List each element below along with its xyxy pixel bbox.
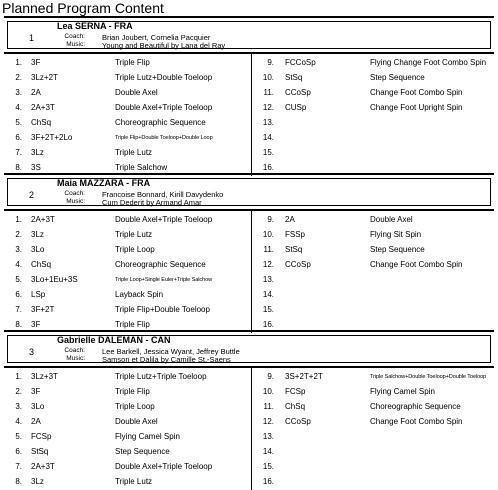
- element-row: [4, 460, 494, 474]
- elements-table: [4, 211, 494, 333]
- element-name: Change Foot Combo Spin: [370, 260, 463, 269]
- element-row: [4, 430, 494, 444]
- element-name: Change Foot Combo Spin: [370, 88, 463, 97]
- element-row: [4, 116, 494, 130]
- start-number: 1: [29, 33, 35, 43]
- element-code: StSq: [31, 447, 49, 456]
- element-name: Triple Flip: [115, 320, 150, 329]
- element-row: [4, 131, 494, 145]
- music-value: Young and Beautiful by Lana del Ray: [102, 41, 226, 50]
- element-number: 12.: [262, 417, 274, 426]
- element-number: 2.: [15, 73, 22, 82]
- element-row: [4, 445, 494, 459]
- coach-label: Coach:: [64, 347, 85, 354]
- element-number: 6.: [15, 447, 22, 456]
- element-name: Triple Flip: [115, 58, 150, 67]
- skater-block: [4, 16, 494, 176]
- element-name: Double Axel: [115, 417, 158, 426]
- element-code: 3F: [31, 320, 41, 329]
- element-number: 3.: [15, 245, 22, 254]
- element-name: Change Foot Upright Spin: [370, 103, 463, 112]
- element-number: 2.: [15, 387, 22, 396]
- element-code: ChSq: [31, 118, 52, 127]
- element-code: 2A+3T: [31, 462, 55, 471]
- element-row: [4, 228, 494, 242]
- element-name: Flying Camel Spin: [115, 432, 180, 441]
- element-row: [4, 258, 494, 272]
- coach-label: Coach:: [64, 33, 85, 40]
- element-name: Flying Sit Spin: [370, 230, 422, 239]
- skater-header: [4, 175, 494, 211]
- element-name: Triple Salchow: [115, 163, 168, 172]
- element-code: CCoSp: [285, 88, 311, 97]
- element-row: [4, 86, 494, 100]
- element-code: CCoSp: [285, 260, 311, 269]
- element-number: 4.: [15, 260, 22, 269]
- element-code: 3Lo+1Eu+3S: [31, 275, 78, 284]
- element-number: 11.: [263, 245, 274, 254]
- element-code: 2A+3T: [31, 215, 55, 224]
- element-name: Double Axel+Triple Toeloop: [115, 103, 213, 112]
- element-number: 10.: [262, 230, 274, 239]
- music-label: Music:: [66, 41, 85, 48]
- element-name: Flying Camel Spin: [370, 387, 435, 396]
- element-name: Triple Lutz: [115, 477, 153, 486]
- skater-header: [4, 18, 494, 54]
- element-code: 3Lz+3T: [31, 372, 58, 381]
- element-name: Change Foot Combo Spin: [370, 417, 463, 426]
- element-code: 3Lo: [31, 245, 45, 254]
- element-number: 5.: [15, 275, 22, 284]
- start-number: 3: [29, 347, 35, 357]
- skater-block: [4, 330, 494, 490]
- element-code: 3F: [31, 387, 41, 396]
- element-code: 3Lz: [31, 477, 44, 486]
- element-name: Triple Lutz: [115, 230, 153, 239]
- coach-value: Francoise Bonnard, Kirill Davydenko: [102, 190, 224, 199]
- element-code: ChSq: [285, 402, 306, 411]
- element-code: FCCoSp: [285, 58, 316, 67]
- element-name: Double Axel: [370, 215, 413, 224]
- skater-header: [4, 332, 494, 368]
- element-code: StSq: [285, 73, 303, 82]
- skater-name: Maia MAZZARA - FRA: [57, 178, 151, 188]
- element-code: 3F: [31, 58, 41, 67]
- element-name: Triple Loop: [115, 245, 155, 254]
- element-number: 14.: [262, 133, 274, 142]
- element-code: 3S+2T+2T: [285, 372, 323, 381]
- element-row: [4, 288, 494, 302]
- element-number: 7.: [15, 305, 22, 314]
- element-code: 2A+3T: [31, 103, 55, 112]
- element-number: 12.: [262, 260, 274, 269]
- element-code: ChSq: [31, 260, 52, 269]
- element-number: 11.: [263, 88, 274, 97]
- element-number: 7.: [15, 148, 22, 157]
- element-number: 13.: [262, 275, 274, 284]
- element-row: [4, 213, 494, 227]
- music-value: Cum Dederit by Armand Amar: [102, 198, 202, 207]
- element-number: 16.: [262, 477, 274, 486]
- element-code: LSp: [31, 290, 46, 299]
- element-number: 4.: [15, 103, 22, 112]
- element-code: CUSp: [285, 103, 307, 112]
- element-code: 3Lo: [31, 402, 45, 411]
- skater-name: Lea SERNA - FRA: [57, 21, 133, 31]
- element-code: 3F+2T: [31, 305, 55, 314]
- element-number: 6.: [15, 290, 22, 299]
- music-label: Music:: [66, 355, 85, 362]
- element-number: 15.: [262, 305, 274, 314]
- element-number: 4.: [15, 417, 22, 426]
- element-name: Layback Spin: [115, 290, 164, 299]
- element-number: 16.: [262, 320, 274, 329]
- element-number: 9.: [267, 215, 274, 224]
- element-number: 3.: [15, 88, 22, 97]
- element-number: 15.: [262, 148, 274, 157]
- element-number: 16.: [262, 163, 274, 172]
- start-number: 2: [29, 190, 35, 200]
- element-number: 5.: [15, 118, 22, 127]
- element-number: 1.: [15, 372, 22, 381]
- element-number: 2.: [15, 230, 22, 239]
- element-row: [4, 71, 494, 85]
- element-name: Choreographic Sequence: [370, 402, 461, 411]
- elements-table: [4, 54, 494, 176]
- element-number: 8.: [15, 163, 22, 172]
- element-row: [4, 56, 494, 70]
- element-code: FCSp: [285, 387, 306, 396]
- element-name: Triple Flip+Double Toeloop+Double Loop: [115, 135, 213, 141]
- element-name: Step Sequence: [115, 447, 170, 456]
- coach-value: Lee Barkell, Jessica Wyant, Jeffrey Buttle: [102, 347, 240, 356]
- element-number: 13.: [262, 432, 274, 441]
- element-code: 2A: [31, 417, 41, 426]
- skater-header-box: [7, 335, 491, 363]
- element-number: 11.: [263, 402, 274, 411]
- element-number: 8.: [15, 477, 22, 486]
- element-name: Triple Loop+Single Euler+Triple Salchow: [115, 277, 213, 283]
- element-name: Flying Change Foot Combo Spin: [370, 58, 487, 67]
- element-name: Triple Flip+Double Toeloop: [115, 305, 210, 314]
- element-name: Choreographic Sequence: [115, 260, 206, 269]
- element-code: StSq: [285, 245, 303, 254]
- element-row: [4, 370, 494, 384]
- element-code: 2A: [285, 215, 295, 224]
- element-number: 1.: [15, 58, 22, 67]
- element-code: 3S: [31, 163, 41, 172]
- skater-header-box: [7, 178, 491, 206]
- element-name: Double Axel+Triple Toeloop: [115, 215, 213, 224]
- element-row: [4, 400, 494, 414]
- element-number: 7.: [15, 462, 22, 471]
- element-number: 15.: [262, 462, 274, 471]
- element-code: FCSp: [31, 432, 52, 441]
- element-code: 3Lz+2T: [31, 73, 58, 82]
- element-name: Triple Loop: [115, 402, 155, 411]
- element-row: [4, 303, 494, 317]
- skater-block: [4, 173, 494, 333]
- element-row: [4, 385, 494, 399]
- element-number: 9.: [267, 372, 274, 381]
- element-name: Step Sequence: [370, 73, 425, 82]
- element-number: 13.: [262, 118, 274, 127]
- element-number: 8.: [15, 320, 22, 329]
- music-value: Samson et Dalila by Camille St.-Saens: [102, 355, 231, 364]
- element-number: 1.: [15, 215, 22, 224]
- element-name: Triple Lutz: [115, 148, 153, 157]
- element-row: [4, 475, 494, 489]
- element-name: Triple Flip: [115, 387, 150, 396]
- element-number: 10.: [262, 73, 274, 82]
- element-row: [4, 273, 494, 287]
- element-name: Double Axel+Triple Toeloop: [115, 462, 213, 471]
- element-number: 5.: [15, 432, 22, 441]
- element-row: [4, 146, 494, 160]
- element-row: [4, 243, 494, 257]
- element-name: Double Axel: [115, 88, 158, 97]
- skater-name: Gabrielle DALEMAN - CAN: [57, 335, 171, 345]
- element-number: 10.: [262, 387, 274, 396]
- element-code: 3Lz: [31, 148, 44, 157]
- element-number: 6.: [15, 133, 22, 142]
- element-code: 3F+2T+2Lo: [31, 133, 73, 142]
- elements-table: [4, 368, 494, 490]
- music-label: Music:: [66, 198, 85, 205]
- element-code: CCoSp: [285, 417, 311, 426]
- coach-value: Brian Joubert, Cornelia Pacquier: [102, 33, 211, 42]
- element-code: 2A: [31, 88, 41, 97]
- element-number: 14.: [262, 290, 274, 299]
- element-name: Triple Salchow+Double Toeloop+Double Toeloop: [370, 374, 487, 380]
- element-number: 3.: [15, 402, 22, 411]
- element-row: [4, 101, 494, 115]
- element-row: [4, 415, 494, 429]
- element-number: 12.: [262, 103, 274, 112]
- element-code: 3Lz: [31, 230, 44, 239]
- page-title: Planned Program Content: [2, 0, 164, 16]
- skater-header-box: [7, 21, 491, 49]
- coach-label: Coach:: [64, 190, 85, 197]
- element-name: Triple Lutz+Double Toeloop: [115, 73, 213, 82]
- element-name: Triple Lutz+Triple Toeloop: [115, 372, 207, 381]
- element-number: 14.: [262, 447, 274, 456]
- element-name: Step Sequence: [370, 245, 425, 254]
- element-code: FSSp: [285, 230, 306, 239]
- element-number: 9.: [267, 58, 274, 67]
- element-name: Choreographic Sequence: [115, 118, 206, 127]
